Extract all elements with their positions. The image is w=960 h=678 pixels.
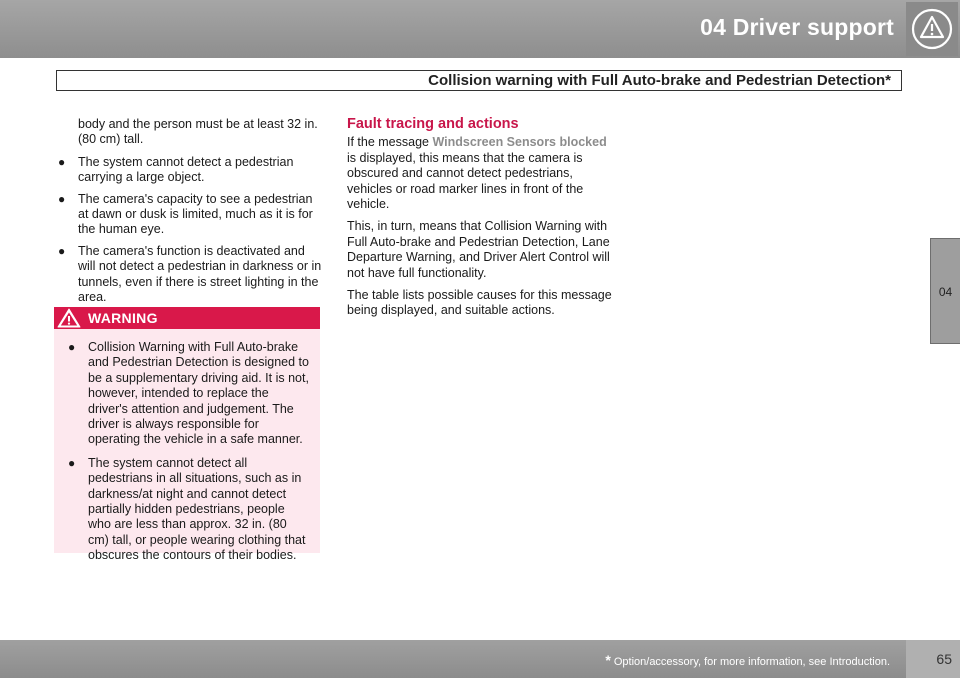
continued-paragraph: body and the person must be at least 32 in. (80 cm) tall. [78,117,318,147]
warning-header [54,307,320,329]
warning-label: WARNING [88,310,158,326]
bullet-icon: ● [68,340,76,354]
warning-triangle-circle-icon [910,7,954,51]
warning-triangle-icon [56,306,82,330]
section-subtitle: Collision warning with Full Auto-brake and Pedestrian Detection* [428,72,891,89]
paragraph-message: If the message Windscreen Sensors blocked is displayed, this means that the camera is obscured and cannot detect pedestrians, vehicles or road marker lines in front of the vehicle. [347,135,607,212]
section-subtitle-box [56,70,902,91]
list-item: ● Collision Warning with Full Auto-brake and Pedestrian Detection is designed to be a supplementary driving aid. It is not, however, intended to replace the driver's attention and judgement. The driver is always responsible for operating the vehicle in a safe manner. [68,340,309,447]
bullet-icon: ● [58,154,66,169]
section-heading: Fault tracing and actions [347,116,519,132]
list-item: ● The camera's function is deactivated and will not detect a pedestrian in darkness or in tunnels, even if there is street lighting in the area. [58,243,322,305]
footnote-star: * [605,652,611,668]
footer-note [605,652,890,668]
bullet-icon: ● [68,455,76,470]
right-column [347,117,615,326]
footnote-text: Option/accessory, for more information, see Introduction. [610,656,890,668]
page-number-box [906,640,960,678]
limitations-list [54,155,322,306]
chapter-icon-box [906,2,958,56]
bullet-icon: ● [58,243,66,258]
warning-box [54,307,320,563]
paragraph-consequence: This, in turn, means that Collision Warning with Full Auto-brake and Pedestrian Detection, Lane Departure Warning, and Driver Alert Control will not have full functionality. [347,219,610,280]
left-column [54,117,322,311]
paragraph-table-intro: The table lists possible causes for this message being displayed, and suitable actions. [347,288,612,318]
chapter-title: 04 Driver support [700,14,894,40]
list-item: ● The system cannot detect a pedestrian carrying a large object. [58,154,294,185]
warning-list [64,340,310,564]
list-item: ● The system cannot detect all pedestrians in all situations, such as in darkness/at night and cannot detect partially hidden pedestrians, people who are less than approx. 32 in. (80 cm) tall, or people wearing clothing that obscures the contours of their bodies. [68,455,306,563]
page-number: 65 [936,651,952,667]
bullet-icon: ● [58,191,66,206]
display-message: Windscreen Sensors blocked [432,135,607,150]
chapter-side-tab-label: 04 [938,285,953,299]
chapter-side-tab[interactable] [930,238,960,344]
list-item: ● The camera's capacity to see a pedestrian at dawn or dusk is limited, much as it is for the human eye. [58,191,313,237]
warning-body [54,329,320,564]
